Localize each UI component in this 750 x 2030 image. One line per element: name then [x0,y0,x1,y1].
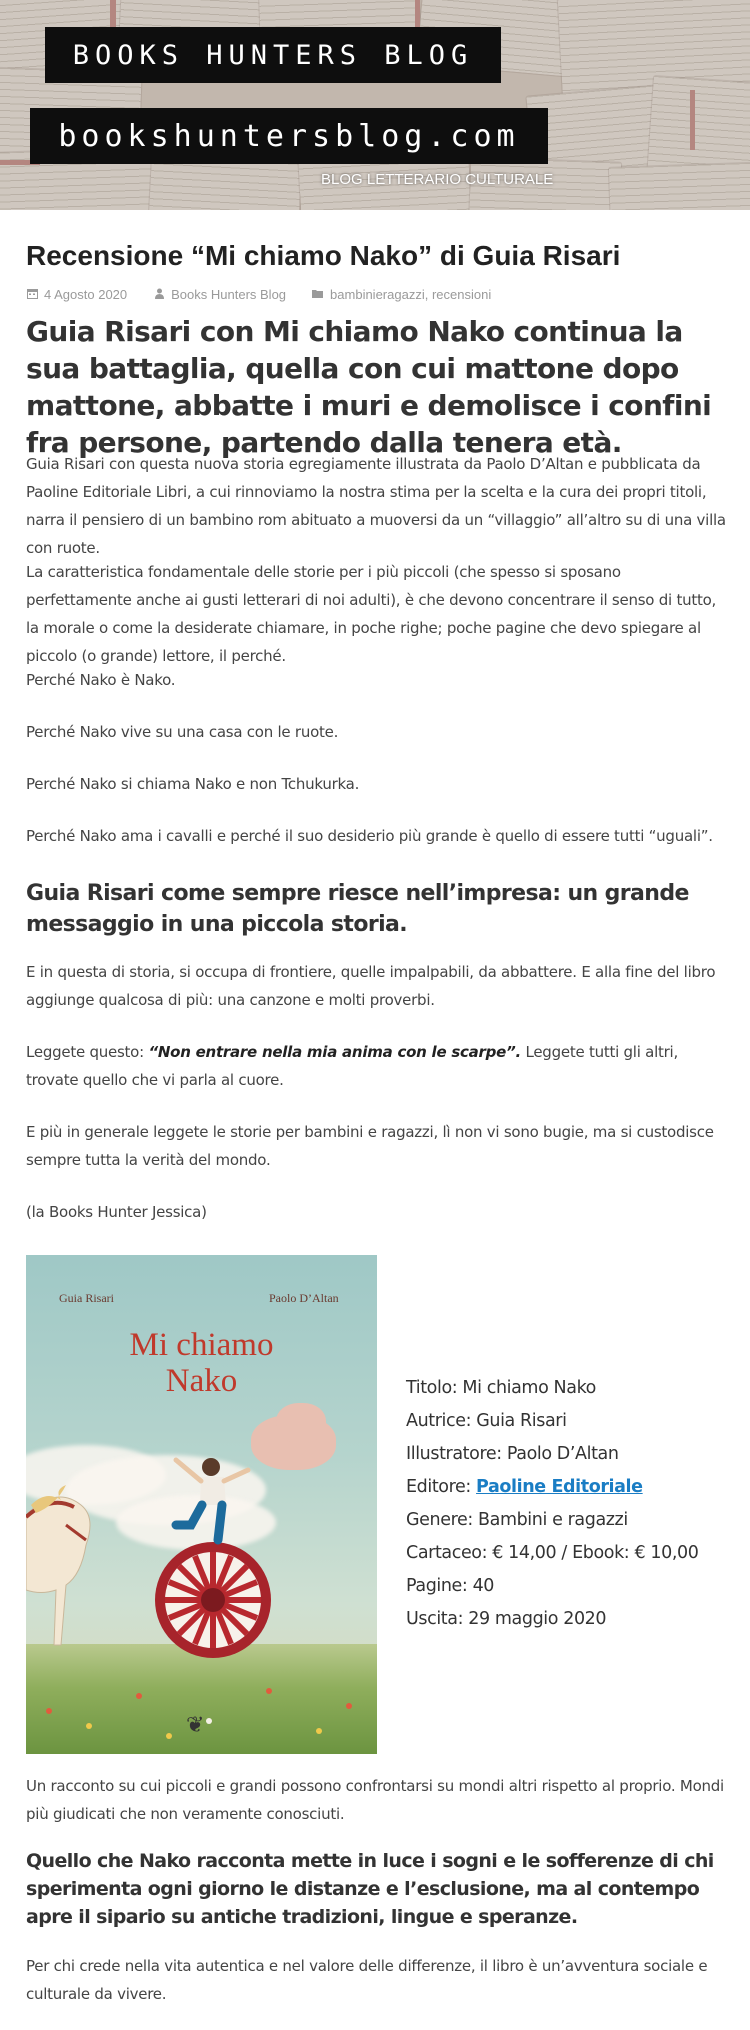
book-info-illustrator: Illustratore: Paolo D’Altan [406,1444,619,1464]
site-tagline: BLOG LETTERARIO CULTURALE [321,171,554,188]
publisher-label: Editore: [406,1477,477,1497]
book-info-author: Autrice: Guia Risari [406,1411,567,1431]
post-author[interactable]: Books Hunters Blog [171,287,287,302]
site-header [0,0,750,210]
proverb-outro: Leggete tutti gli altri, trovate quello che vi parla al cuore. [26,1043,678,1089]
book-info-title: Titolo: Mi chiamo Nako [406,1378,596,1398]
book-info [406,1372,726,1636]
site-logo-url[interactable]: bookshuntersblog.com [30,108,548,164]
cover-title-line1: Mi chiamo [129,1327,274,1363]
category-link-bambinieragazzi[interactable]: bambinieragazzi [330,287,425,302]
paragraph-nako-3: Perché Nako si chiama Nako e non Tchukurka. [26,775,360,793]
book-info-genre: Genere: Bambini e ragazzi [406,1510,628,1530]
subheading-sogni: Quello che Nako racconta mette in luce i sogni e le sofferenze di chi sperimenta ogni giorno le distanze e l’esclusione, ma al contempo apre il sipario su antiche tradizioni, lingue e speranze. [26,1850,714,1928]
book-info-pages: Pagine: 40 [406,1576,495,1596]
category-separator: , [424,287,432,302]
paragraph-frontiere: E in questa di storia, si occupa di frontiere, quelle impalpabili, da abbattere. E alla fine del libro aggiunge qualcosa di più: una canzone e molti proverbi. [26,963,716,1009]
site-logo-title[interactable]: BOOKS HUNTERS BLOG [45,27,501,83]
publisher-logo: ❦ [186,1713,205,1738]
subheading-impresa: Guia Risari come sempre riesce nell’impresa: un grande messaggio in una piccola storia. [26,881,689,937]
publisher-link[interactable]: Paoline Editoriale [476,1477,643,1497]
cover-author: Guia Risari [59,1291,114,1305]
paragraph-intro: Guia Risari con questa nuova storia egregiamente illustrata da Paolo D’Altan e pubblicata da Paoline Editoriale Libri, a cui rinnoviamo la nostra stima per la scelta e la cura dei propri titoli, narra il pensiero di un bambino rom abituato a muoversi da un “villaggio” all’altro su di una villa con ruote. [26,455,726,557]
book-info-publisher [406,1471,726,1504]
paragraph-features: La caratteristica fondamentale delle storie per i più piccoli (che spesso si sposano perfettamente anche ai gusti letterari di noi adulti), è che devono concentrare il senso di tutto, la morale o come la desiderate chiamare, in poche righe; poche pagine che devo spiegare al piccolo (o grande) lettore, il perché. [26,563,717,665]
paragraph-nako-4: Perché Nako ama i cavalli e perché il suo desiderio più grande è quello di essere tutti “uguali”. [26,827,713,845]
category-link-recensioni[interactable]: recensioni [431,287,492,302]
calendar-icon [26,288,38,302]
paragraph-proverbi [26,1038,726,1094]
cover-title-line2: Nako [165,1363,238,1399]
paragraph-conclusione: Per chi crede nella vita autentica e nel valore delle differenze, il libro è un’avventura sociale e culturale da vivere. [26,1957,708,2003]
paragraph-racconto: Un racconto su cui piccoli e grandi possono confrontarsi su mondi altri rispetto al proprio. Mondi più giudicati che non veramente conosciuti. [26,1777,724,1823]
post-date[interactable]: 4 Agosto 2020 [44,287,128,302]
post-lead-heading: Guia Risari con Mi chiamo Nako continua la sua battaglia, quella con cui mattone dopo mattone, abbatte i muri e demolisce i confini fra persone, partendo dalla tenera età. [26,315,712,459]
paragraph-nako-1: Perché Nako è Nako. [26,671,176,689]
paragraph-signature: (la Books Hunter Jessica) [26,1203,207,1221]
book-info-release: Uscita: 29 maggio 2020 [406,1609,607,1629]
book-cover-image [26,1255,377,1754]
post-meta [26,287,491,302]
cover-illustration [26,1255,377,1754]
book-info-price: Cartaceo: € 14,00 / Ebook: € 10,00 [406,1543,699,1563]
user-icon [153,288,165,302]
post-title: Recensione “Mi chiamo Nako” di Guia Risari [26,240,621,271]
cover-illustrator: Paolo D’Altan [269,1291,339,1305]
proverb-quote: “Non entrare nella mia anima con le scarpe”. [148,1043,521,1061]
folder-icon [312,288,324,302]
paragraph-verita: E più in generale leggete le storie per bambini e ragazzi, lì non vi sono bugie, ma si custodisce sempre tutta la verità del mondo. [26,1123,714,1169]
paragraph-nako-2: Perché Nako vive su una casa con le ruote. [26,723,339,741]
proverb-intro: Leggete questo: [26,1043,149,1061]
